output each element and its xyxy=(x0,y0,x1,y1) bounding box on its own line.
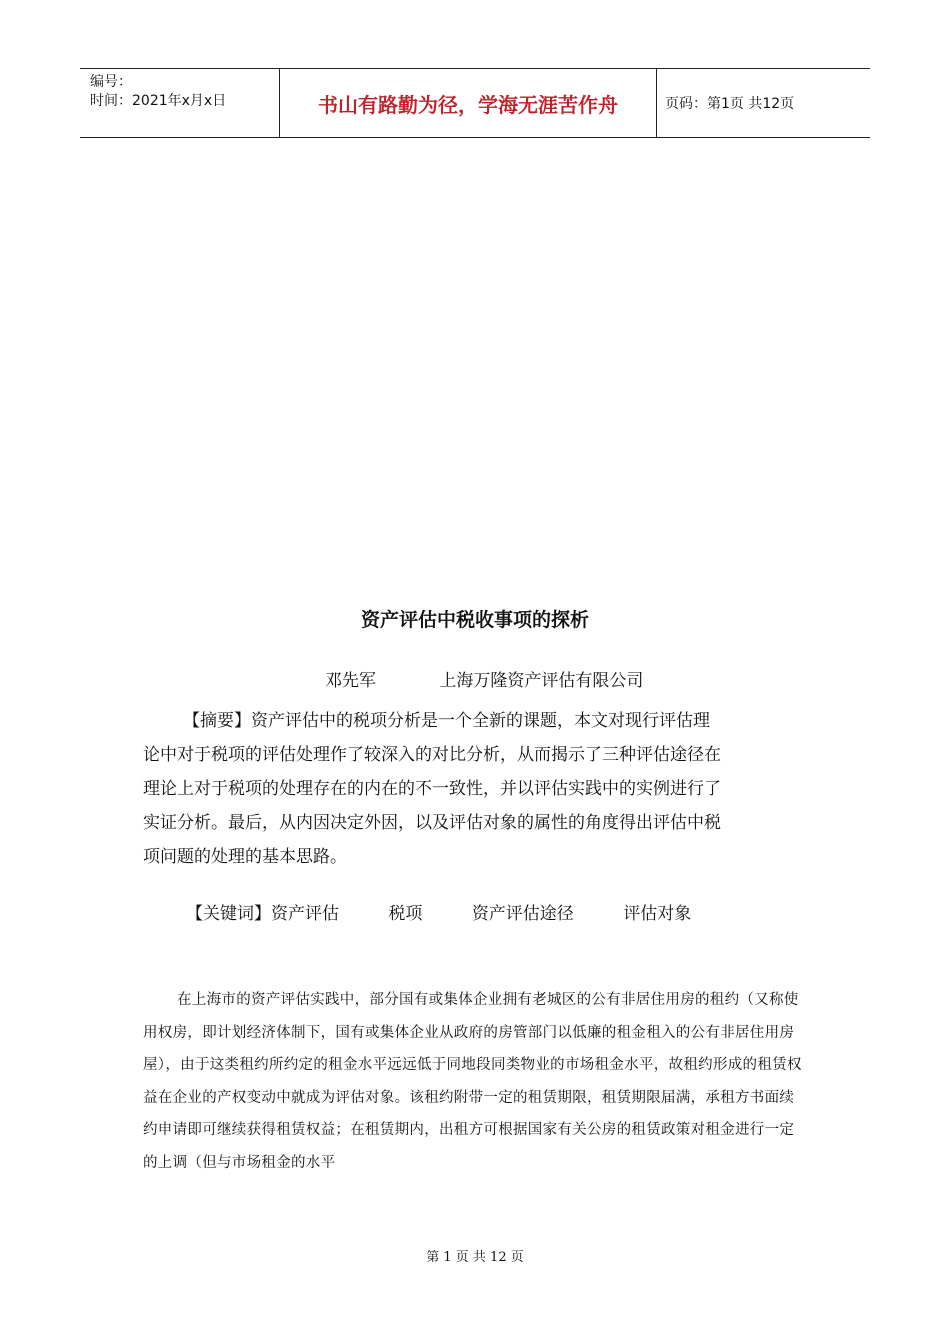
abstract-line: 实证分析。最后，从内因决定外因，以及评估对象的属性的角度得出评估中税 xyxy=(143,813,721,833)
page-footer: 第 1 页 共 12 页 xyxy=(426,1250,524,1265)
header-page-info: 页码：第1页 共12页 xyxy=(665,96,795,112)
abstract-line: 论中对于税项的评估处理作了较深入的对比分析，从而揭示了三种评估途径在 xyxy=(143,745,721,765)
author-name: 邓先军 xyxy=(325,671,376,691)
author-line xyxy=(325,666,643,691)
abstract-line: 理论上对于税项的处理存在的内在的不一致性，并以评估实践中的实例进行了 xyxy=(143,779,721,799)
keyword: 评估对象 xyxy=(623,904,692,924)
abstract xyxy=(143,704,806,874)
keyword: 税项 xyxy=(388,904,423,924)
header-motto: 书山有路勤为径，学海无涯苦作舟 xyxy=(280,69,657,137)
abstract-line: 【摘要】资产评估中的税项分析是一个全新的课题，本文对现行评估理 xyxy=(183,711,710,731)
header-info-cell xyxy=(80,69,280,137)
keyword: 资产评估途径 xyxy=(471,904,574,924)
keywords-line xyxy=(186,899,735,924)
keywords-label: 【关键词】资产评估 xyxy=(186,904,339,924)
article-title: 资产评估中税收事项的探析 xyxy=(360,609,589,631)
author-organization: 上海万隆资产评估有限公司 xyxy=(439,671,644,691)
body-paragraph: 在上海市的资产评估实践中，部分国有或集体企业拥有老城区的公有非居住用房的租约（又称使用权房，即计划经济体制下，国有或集体企业从政府的房管部门以低廉的租金租入的公有非居住用房屋），由于这类租约所约定的租金水平远远低于同地段同类物业的市场租金水平，故租约形成的租赁权益在企业的产权变动中就成为评估对象。该租约附带一定的租赁期限，租赁期限届满，承租方书面续约申请即可继续获得租赁权益；在租赁期内，出租方可根据国家有关公房的租赁政策对租金进行一定的上调（但与市场租金的水平 xyxy=(143,992,802,1171)
document-header xyxy=(80,68,870,138)
abstract-line: 项问题的处理的基本思路。 xyxy=(143,847,347,867)
document-number-label: 编号： xyxy=(90,74,132,90)
document-time-label: 时间：2021年x月x日 xyxy=(90,93,227,109)
